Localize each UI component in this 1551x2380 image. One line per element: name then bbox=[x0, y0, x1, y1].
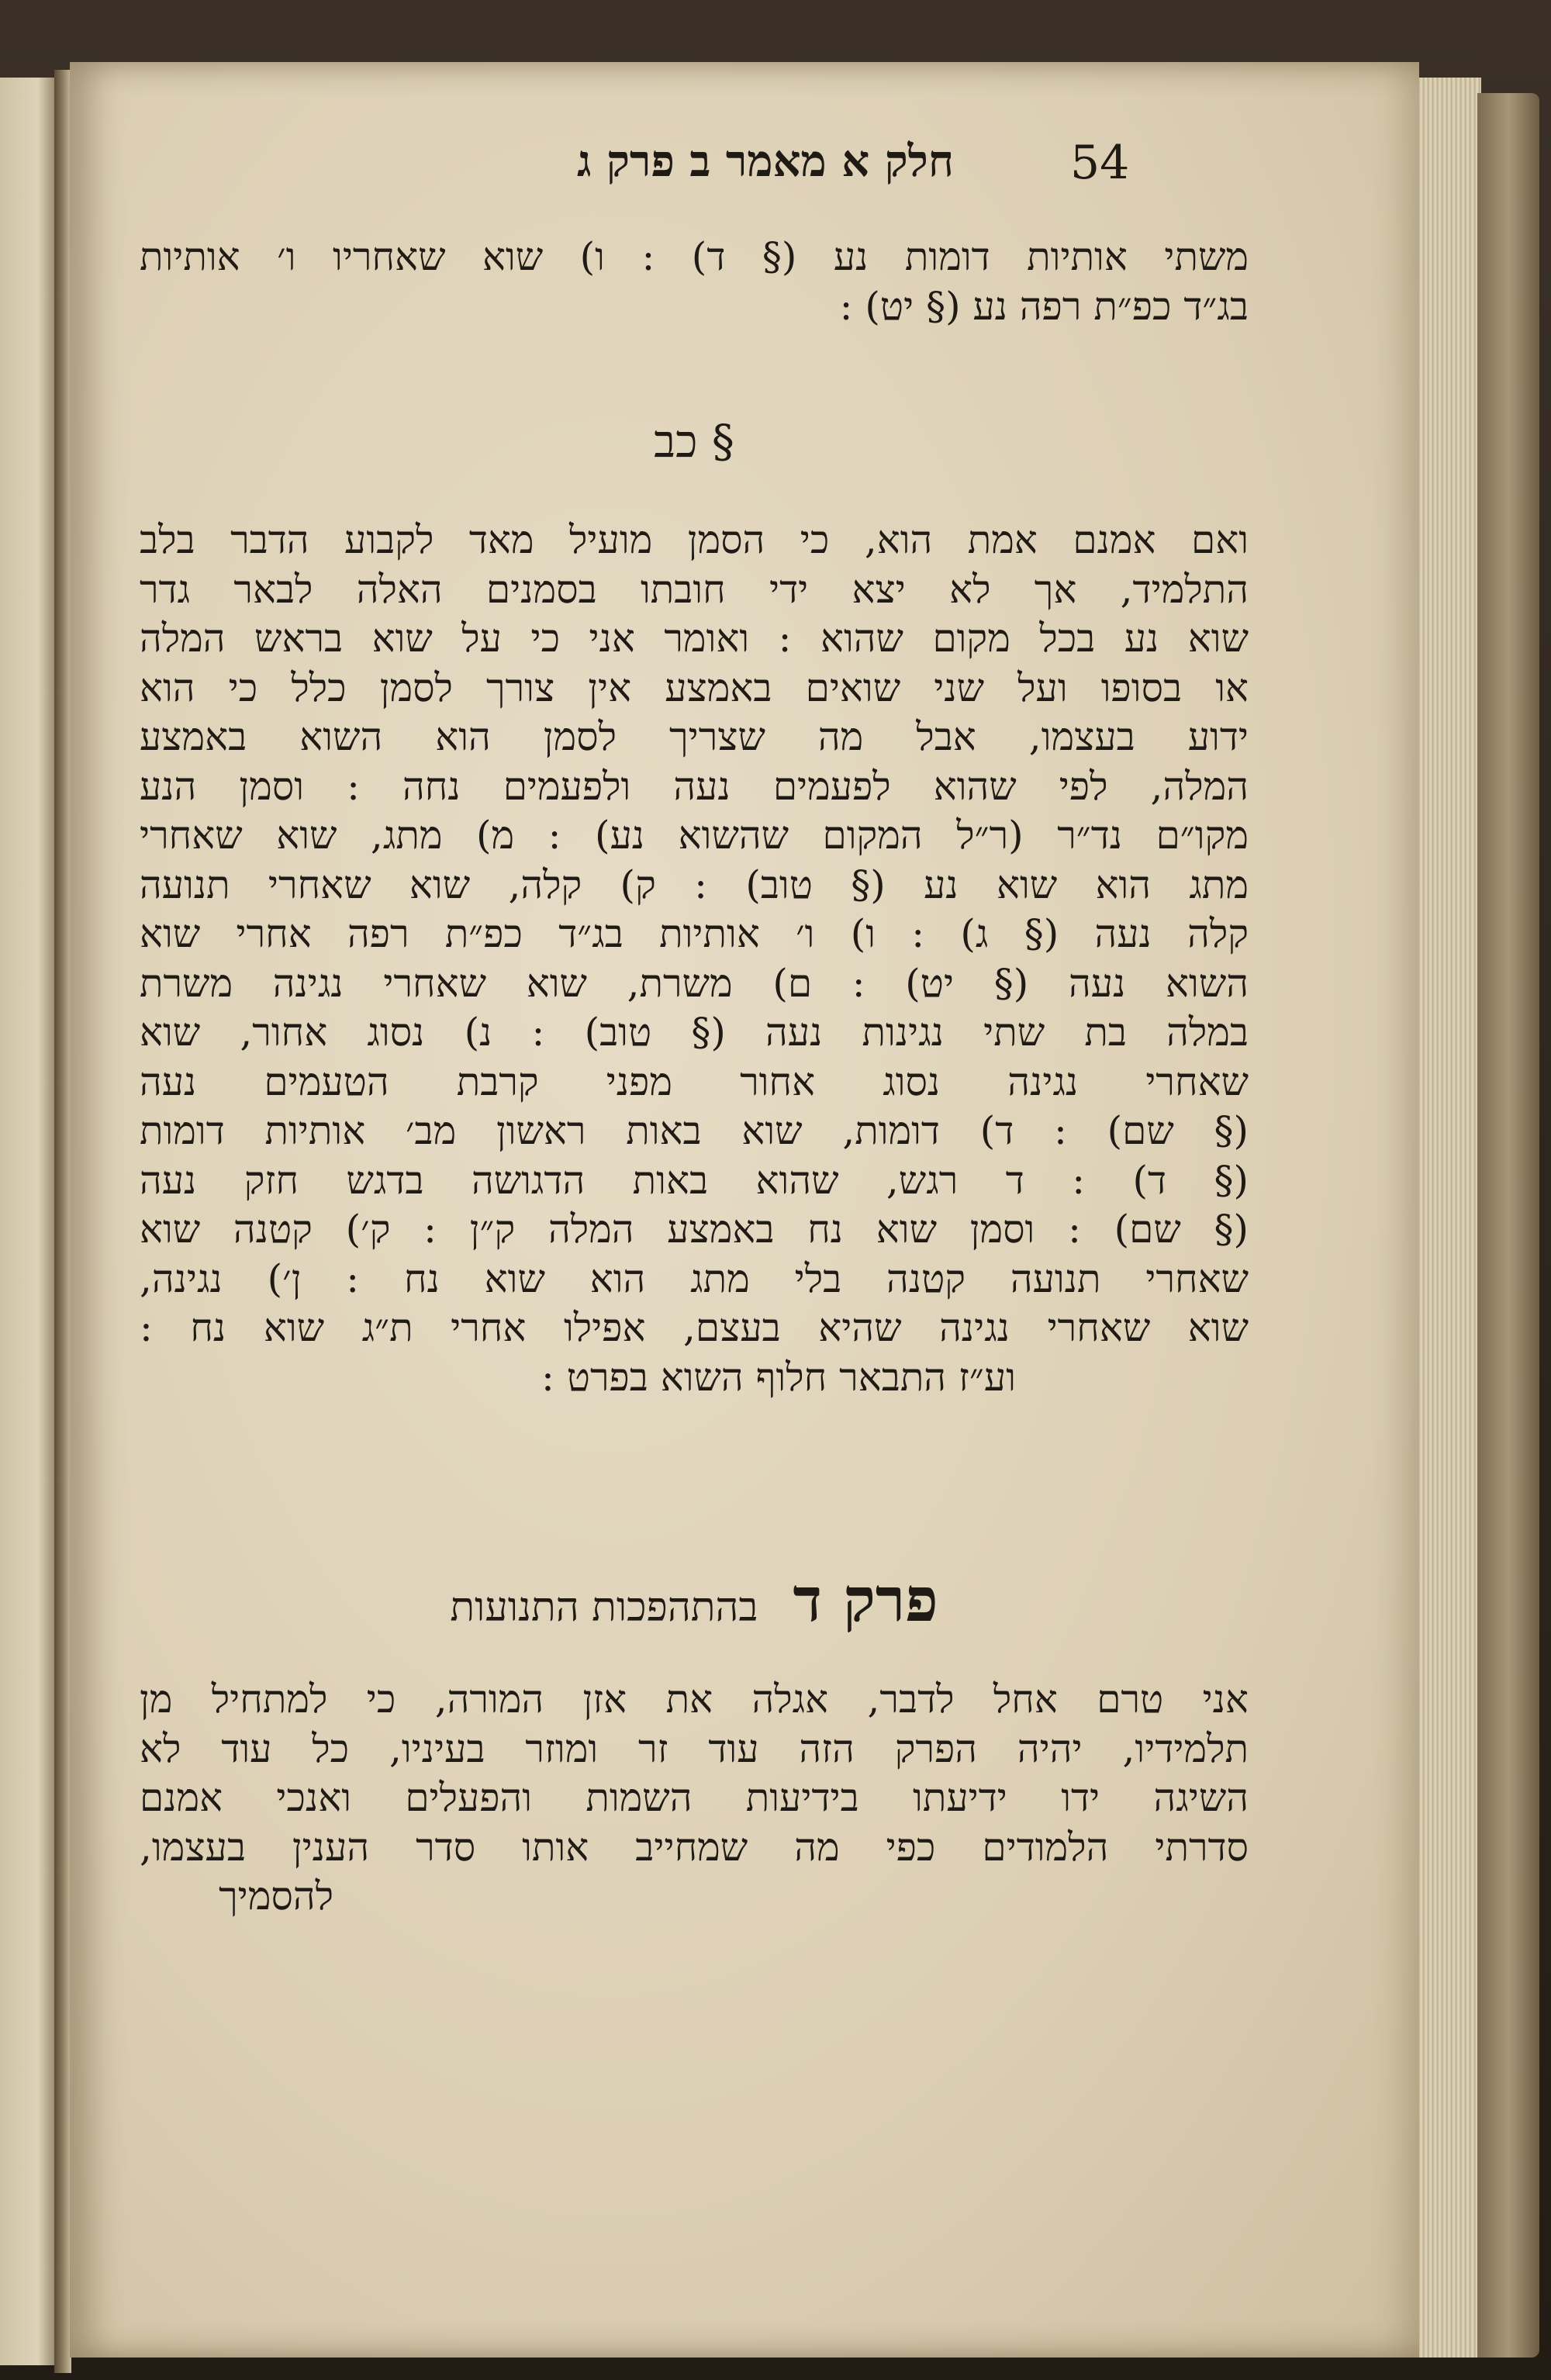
text-line: להסמיך bbox=[219, 1874, 333, 1919]
text-line: שאחרי נגינה נסוג אחור מפני קרבת הטעמים נעה bbox=[140, 1059, 1249, 1104]
text-line: מקו״ם נד״ר (ר״ל המקום שהשוא נע) : מ) מתג, שוא שאחרי bbox=[140, 813, 1249, 858]
text-line: מתג הוא שוא נע (§ טוב) : ק) קלה, שוא שאחרי תנועה bbox=[140, 862, 1249, 907]
book-gutter bbox=[54, 70, 71, 2373]
page-header bbox=[140, 136, 1249, 198]
text-line: ואם אמנם אמת הוא, כי הסמן מועיל מאד לקבוע הדבר בלב bbox=[140, 517, 1249, 562]
chapter-subtitle: בהתהפכות התנועות bbox=[450, 1584, 758, 1631]
text-line: שוא שאחרי נגינה שהיא בעצם, אפילו אחרי ת״ג שוא נח : bbox=[140, 1305, 1249, 1350]
text-line: (§ שם) : וסמן שוא נח באמצע המלה ק״ן : ק׳) קטנה שוא bbox=[140, 1207, 1249, 1252]
continuation-text bbox=[140, 233, 1249, 331]
page-edges bbox=[1419, 78, 1481, 2358]
left-page-edge bbox=[0, 78, 54, 2365]
book-cover-board bbox=[1477, 93, 1539, 2358]
section-heading: § כב bbox=[654, 415, 734, 468]
text-line: השוא נעה (§ יט) : ם) משרת, שוא שאחרי נגינה משרת bbox=[140, 960, 1249, 1006]
chapter-heading bbox=[140, 1565, 1249, 1636]
text-line: אני טרם אחל לדבר, אגלה את אזן המורה, כי למתחיל מן bbox=[140, 1677, 1249, 1722]
text-line: קלה נעה (§ ג) : ו) ו׳ אותיות בג״ד כפ״ת רפה אחרי שוא bbox=[140, 911, 1249, 956]
running-title: חלק א מאמר ב פרק ג bbox=[576, 136, 954, 187]
chapter-label: פרק ד bbox=[793, 1565, 938, 1636]
text-line: ידוע בעצמו, אבל מה שצריך לסמן הוא השוא באמצע bbox=[140, 714, 1249, 759]
page-number: 54 bbox=[1070, 136, 1130, 190]
text-line: במלה בת שתי נגינות נעה (§ טוב) : נ) נסוג אחור, שוא bbox=[140, 1010, 1249, 1055]
text-line: או בסופו ועל שני שואים באמצע אין צורך לסמן כלל כי הוא bbox=[140, 665, 1249, 710]
text-line: וע״ז התבאר חלוף השוא בפרט : bbox=[541, 1354, 1016, 1400]
text-line: השיגה ידו ידיעתו בידיעות השמות והפעלים ואנכי אמנם bbox=[140, 1775, 1249, 1820]
text-line: שוא נע בכל מקום שהוא : ואומר אני כי על שוא בראש המלה bbox=[140, 616, 1249, 661]
text-line: תלמידיו, יהיה הפרק הזה עוד זר ומוזר בעיניו, כל עוד לא bbox=[140, 1725, 1249, 1771]
text-line: שאחרי תנועה קטנה בלי מתג הוא שוא נח : ן׳) נגינה, bbox=[140, 1256, 1249, 1301]
text-line: סדרתי הלמודים כפי מה שמחייב אותו סדר הענין בעצמו, bbox=[140, 1824, 1249, 1870]
text-line: המלה, לפי שהוא לפעמים נעה ולפעמים נחה : וסמן הנע bbox=[140, 763, 1249, 809]
text-line: התלמיד, אך לא יצא ידי חובתו בסמנים האלה לבאר גדר bbox=[140, 566, 1249, 612]
section-body bbox=[140, 516, 1249, 1402]
text-line: (§ שם) : ד) דומות, שוא באות ראשון מב׳ אותיות דומות bbox=[140, 1108, 1249, 1153]
text-line: משתי אותיות דומות נע (§ ד) : ו) שוא שאחריו ו׳ אותיות bbox=[140, 234, 1249, 279]
chapter-body bbox=[140, 1675, 1249, 1922]
text-line: בג״ד כפ״ת רפה נע (§ יט) : bbox=[839, 283, 1249, 329]
text-line: (§ ד) : ד רגש, שהוא באות הדגושה בדגש חזק נעה bbox=[140, 1157, 1249, 1203]
